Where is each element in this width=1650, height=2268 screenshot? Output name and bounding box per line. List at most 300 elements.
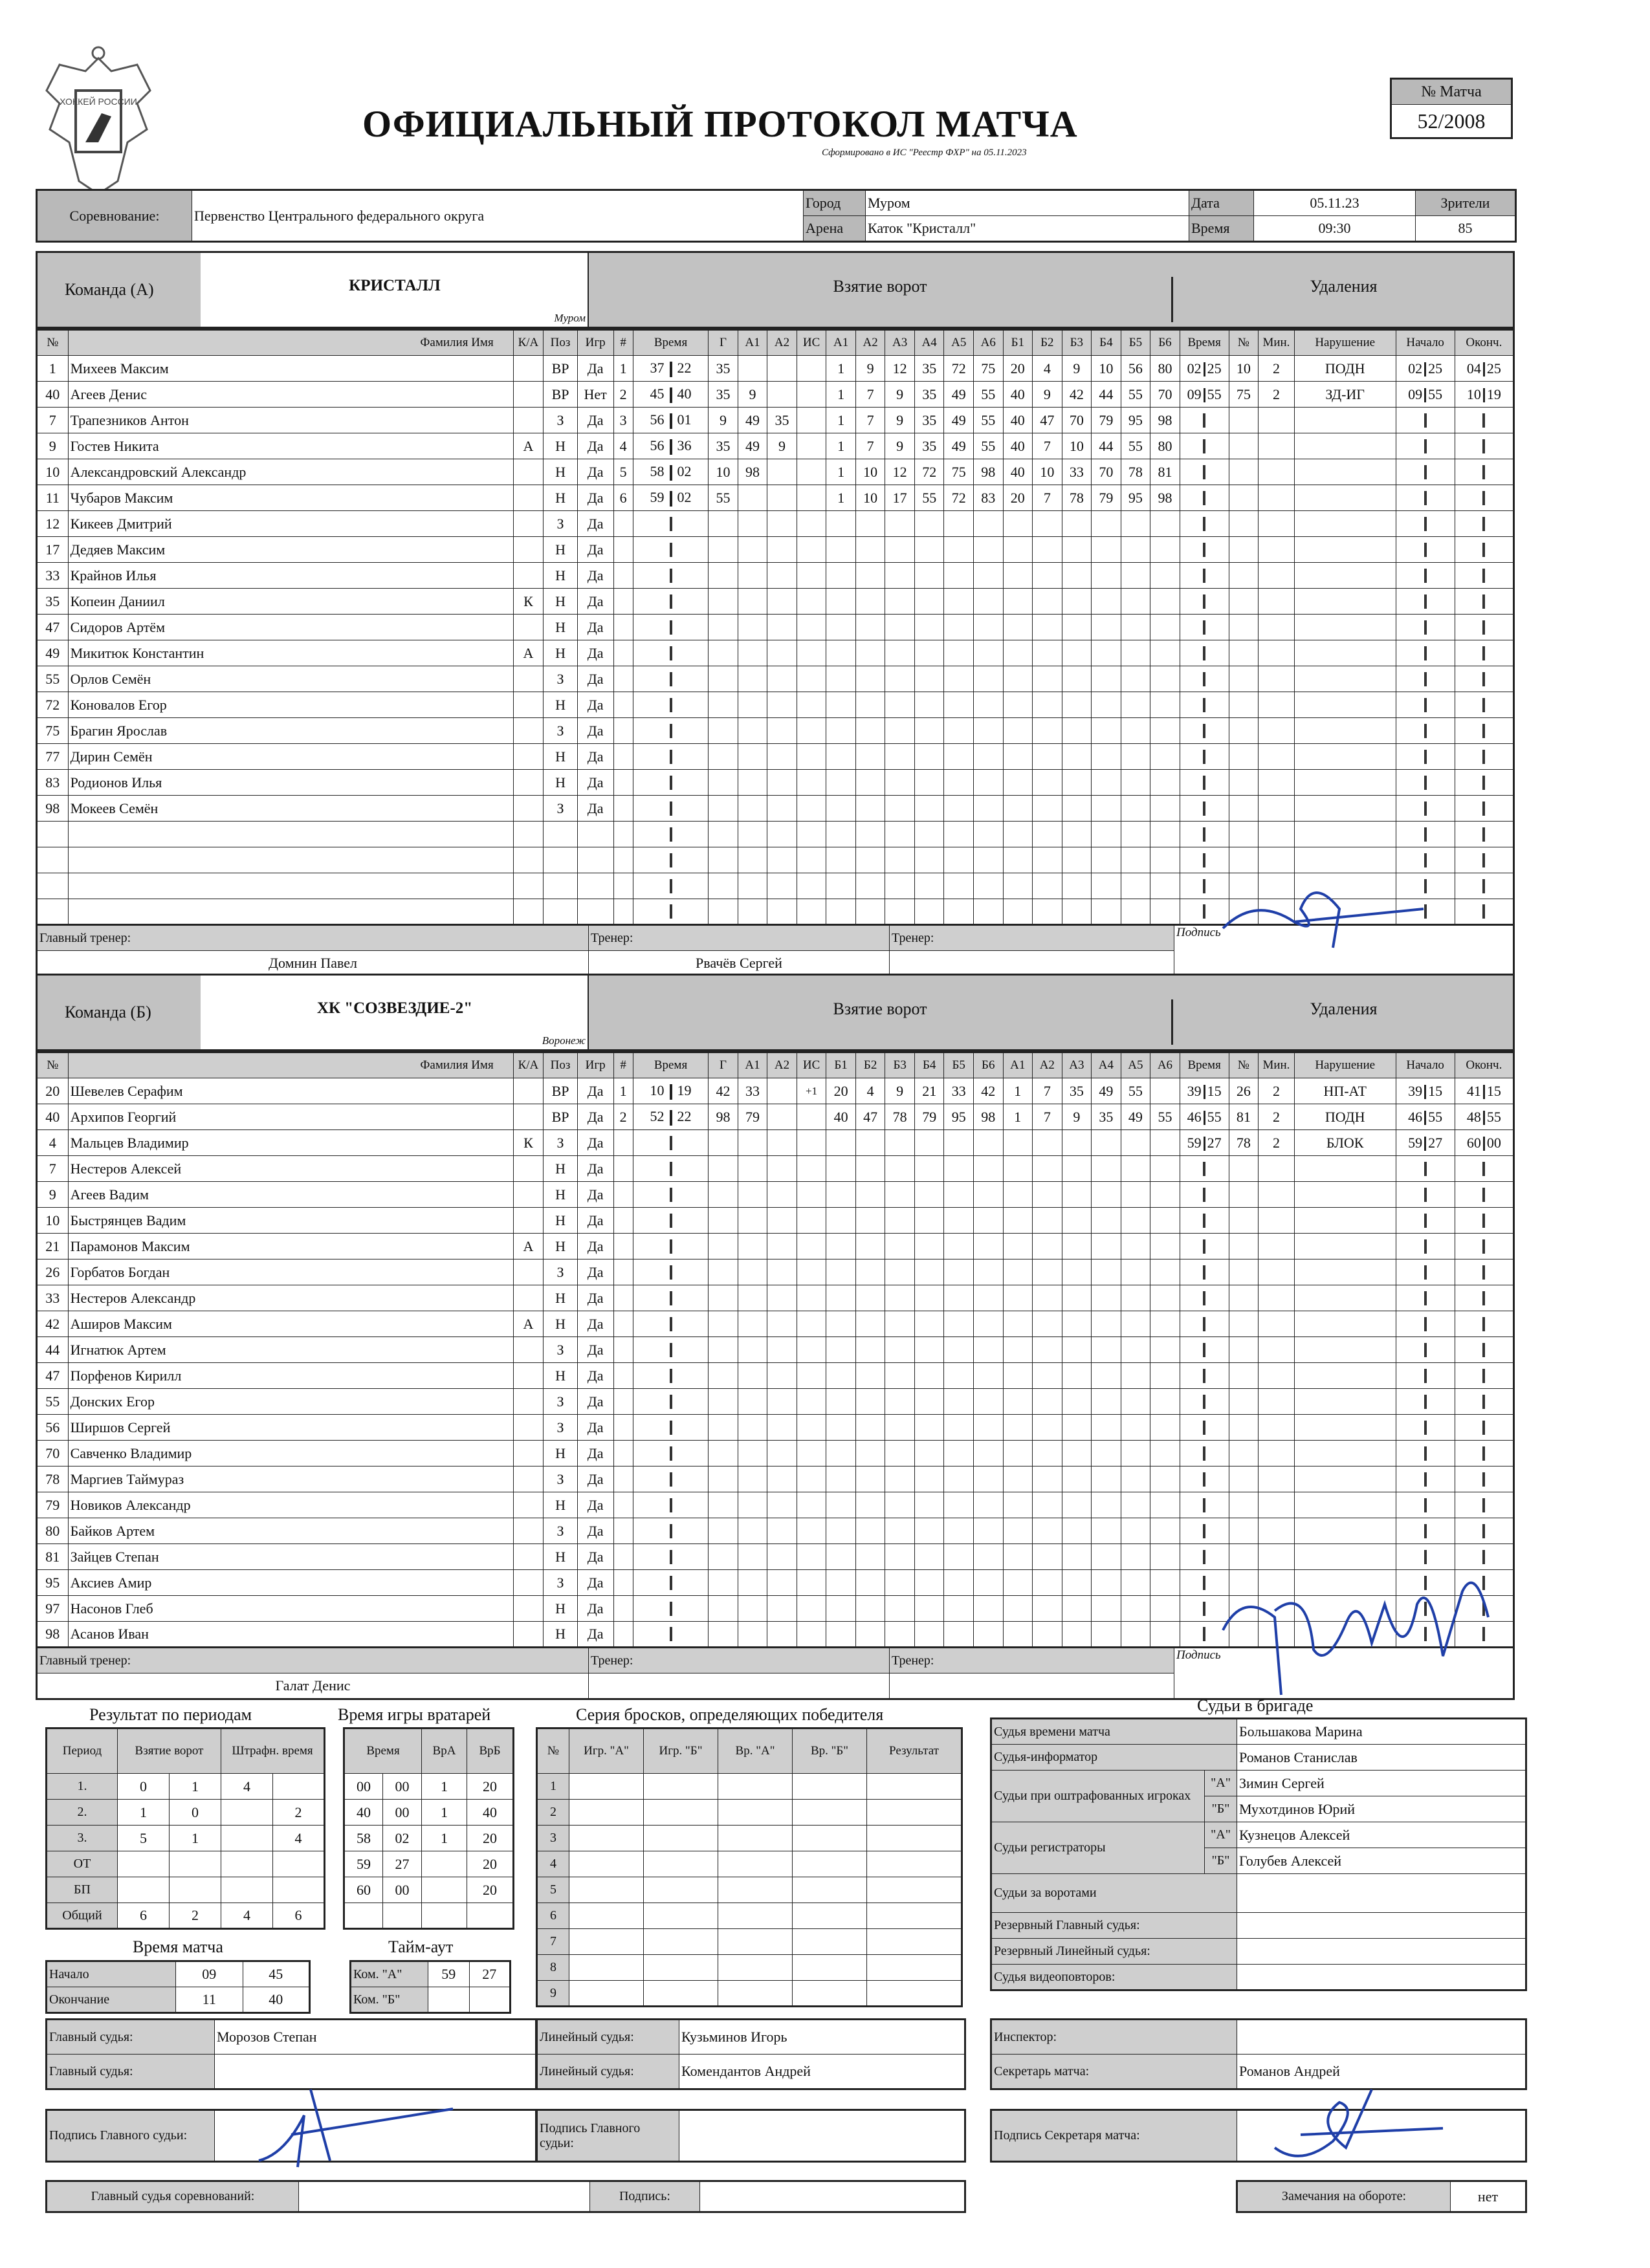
onice-player — [1150, 1182, 1180, 1208]
pen-start — [1396, 1389, 1455, 1415]
onice-player — [1092, 770, 1121, 796]
player-role — [513, 847, 544, 873]
col-onice-11: Б6 — [1150, 330, 1180, 356]
onice-player — [855, 1130, 885, 1156]
player-role — [513, 1156, 544, 1182]
main-ref-signature-label-2: Подпись Главного судьи: — [537, 2110, 679, 2162]
goal-field — [709, 692, 738, 718]
onice-player — [1062, 873, 1092, 899]
player-played: Да — [577, 666, 613, 692]
onice-player — [885, 1285, 915, 1311]
period-label: 3. — [47, 1826, 118, 1851]
onice-player — [855, 847, 885, 873]
player-role — [513, 615, 544, 640]
onice-player — [1092, 1467, 1121, 1492]
pen-time — [1180, 1234, 1229, 1259]
onice-player — [885, 847, 915, 873]
player-played: Да — [577, 1389, 613, 1415]
goal-field — [709, 1337, 738, 1363]
onice-player — [1003, 1518, 1033, 1544]
player-played: Да — [577, 1337, 613, 1363]
onice-player — [1003, 1492, 1033, 1518]
onice-player — [1033, 615, 1062, 640]
arena-label: Арена — [804, 216, 866, 242]
onice-player: 40 — [1003, 433, 1033, 459]
goal-field — [767, 1078, 797, 1104]
pen-sec: 15 — [1207, 1082, 1222, 1099]
onice-player: 42 — [1062, 382, 1092, 408]
onice-player — [1092, 718, 1121, 744]
onice-player — [1092, 537, 1121, 563]
ref-name: Кузнецов Алексей — [1237, 1822, 1526, 1848]
onice-player — [973, 1389, 1003, 1415]
main-ref-1: Морозов Степан — [215, 2020, 536, 2055]
goal-field — [738, 1622, 767, 1648]
pen-min: 59 — [1187, 1134, 1202, 1151]
player-number: 98 — [37, 796, 69, 822]
player-name: Быстрянцев Вадим — [68, 1208, 513, 1234]
onice-player — [973, 873, 1003, 899]
goal-field — [709, 1208, 738, 1234]
onice-player — [1062, 744, 1092, 770]
period-value: 2 — [273, 1800, 325, 1826]
shootout-cell — [718, 1877, 793, 1903]
goal-field — [797, 408, 826, 433]
onice-player — [1033, 1363, 1062, 1389]
svg-text:ХОККЕЙ РОССИИ: ХОККЕЙ РОССИИ — [60, 96, 137, 107]
pen-min: 39 — [1187, 1082, 1202, 1099]
onice-player: 80 — [1150, 356, 1180, 382]
onice-player — [885, 718, 915, 744]
onice-player — [826, 1285, 856, 1311]
onice-player — [855, 692, 885, 718]
player-played: Да — [577, 1104, 613, 1130]
onice-player — [914, 1518, 944, 1544]
goal-field — [738, 899, 767, 925]
goal-number — [613, 1441, 633, 1467]
player-position: ВР — [544, 1104, 578, 1130]
onice-player — [826, 1234, 856, 1259]
onice-player — [944, 1208, 974, 1234]
onice-player — [1033, 511, 1062, 537]
shootout-cell — [569, 1826, 644, 1851]
pen-time — [1180, 796, 1229, 822]
onice-player: 55 — [973, 408, 1003, 433]
goal-field — [797, 1208, 826, 1234]
onice-player — [1062, 589, 1092, 615]
pen-min: 09 — [1187, 386, 1202, 402]
player-played: Да — [577, 640, 613, 666]
player-role — [513, 408, 544, 433]
goal-field — [797, 1104, 826, 1130]
pen-minutes — [1259, 692, 1295, 718]
goal-number — [613, 692, 633, 718]
player-played: Да — [577, 1259, 613, 1285]
onice-player — [1062, 563, 1092, 589]
pen-time — [1180, 1518, 1229, 1544]
onice-player — [1003, 537, 1033, 563]
pen-time — [1180, 847, 1229, 873]
player-name: Асанов Иван — [68, 1622, 513, 1648]
referees-table — [990, 1717, 1527, 1991]
player-name: Родионов Илья — [68, 770, 513, 796]
pen-end — [1455, 1182, 1513, 1208]
goal-field: 79 — [738, 1104, 767, 1130]
player-role — [513, 1389, 544, 1415]
pen-player — [1229, 1441, 1259, 1467]
teamB-roster-table — [36, 1051, 1515, 1648]
player-number: 9 — [37, 1182, 69, 1208]
onice-player — [855, 1234, 885, 1259]
onice-player: 1 — [826, 356, 856, 382]
goal-time — [633, 718, 708, 744]
pen-end — [1455, 1311, 1513, 1337]
goal-field — [738, 1130, 767, 1156]
goal-min: 56 — [650, 437, 665, 454]
shootout-num: 5 — [537, 1877, 569, 1903]
goal-time — [633, 537, 708, 563]
col-pen-5: Оконч. — [1455, 330, 1513, 356]
gk-value: 40 — [344, 1800, 383, 1826]
goal-field — [797, 847, 826, 873]
onice-player — [973, 1363, 1003, 1389]
player-name: Нестеров Александр — [68, 1285, 513, 1311]
goal-field: 33 — [738, 1078, 767, 1104]
onice-player — [1062, 796, 1092, 822]
col-onice-1: А2 — [855, 330, 885, 356]
onice-player — [1062, 847, 1092, 873]
shootout-num: 6 — [537, 1903, 569, 1929]
pen-end — [1455, 485, 1513, 511]
onice-player — [1121, 1285, 1150, 1311]
pen-end — [1455, 1389, 1513, 1415]
goal-sec: 02 — [677, 489, 692, 506]
onice-player — [855, 1182, 885, 1208]
player-position — [544, 822, 578, 847]
onice-player: 83 — [973, 485, 1003, 511]
player-position: З — [544, 796, 578, 822]
spectators-label: Зрители — [1416, 190, 1516, 216]
goal-number: 3 — [613, 408, 633, 433]
goal-field — [709, 537, 738, 563]
goal-field — [797, 1337, 826, 1363]
onice-player — [1092, 1389, 1121, 1415]
goal-field: 49 — [738, 433, 767, 459]
onice-player — [914, 1311, 944, 1337]
col-pen-1: № — [1229, 1052, 1259, 1078]
player-name — [68, 899, 513, 925]
inspector — [1237, 2020, 1526, 2055]
onice-player — [1033, 1544, 1062, 1570]
goal-field — [709, 744, 738, 770]
onice-player — [1033, 563, 1062, 589]
onice-player — [1121, 1596, 1150, 1622]
onice-player — [826, 1337, 856, 1363]
onice-player — [1092, 899, 1121, 925]
player-role — [513, 1208, 544, 1234]
onice-player — [885, 563, 915, 589]
chief-ref-value — [299, 2181, 590, 2212]
onice-player — [855, 1363, 885, 1389]
goal-time — [633, 1518, 708, 1544]
onice-player — [1121, 744, 1150, 770]
onice-player — [1062, 1596, 1092, 1622]
fhr-emblem-logo — [40, 45, 157, 194]
gk-value: 00 — [383, 1877, 422, 1903]
start-hour: 09 — [176, 1961, 243, 1987]
onice-player — [1121, 718, 1150, 744]
player-role — [513, 718, 544, 744]
pen-infraction — [1294, 511, 1396, 537]
shootout-col: № — [537, 1728, 569, 1774]
player-position: Н — [544, 1596, 578, 1622]
col-no: № — [37, 330, 69, 356]
player-played — [577, 847, 613, 873]
gk-value: 1 — [422, 1800, 467, 1826]
goal-time — [633, 1078, 708, 1104]
onice-player — [1062, 511, 1092, 537]
teamB-goals-title: Взятие ворот — [833, 999, 927, 1018]
col-pen-1: № — [1229, 330, 1259, 356]
pen-minutes — [1259, 485, 1295, 511]
onice-player — [944, 692, 974, 718]
shootout-cell — [644, 1851, 718, 1877]
onice-player — [1150, 1596, 1180, 1622]
pen-infraction — [1294, 718, 1396, 744]
pen-end — [1455, 1259, 1513, 1285]
onice-player — [1062, 1182, 1092, 1208]
onice-player: 10 — [1092, 356, 1121, 382]
player-played: Да — [577, 459, 613, 485]
shootout-table — [536, 1727, 963, 2007]
teamA-city: Муром — [554, 312, 586, 324]
player-position: Н — [544, 1363, 578, 1389]
pen-infraction — [1294, 744, 1396, 770]
player-number: 26 — [37, 1259, 69, 1285]
pen-end — [1455, 1208, 1513, 1234]
player-role — [513, 796, 544, 822]
goal-number — [613, 1156, 633, 1182]
pen-player — [1229, 459, 1259, 485]
period-label: 1. — [47, 1774, 118, 1800]
player-position — [544, 847, 578, 873]
player-position: Н — [544, 1311, 578, 1337]
protocol-title: ОФИЦИАЛЬНЫЙ ПРОТОКОЛ МАТЧА — [362, 103, 1078, 145]
pen-infraction — [1294, 796, 1396, 822]
shootout-cell — [793, 1851, 867, 1877]
pen-end — [1455, 822, 1513, 847]
goal-field — [797, 1492, 826, 1518]
onice-player — [826, 796, 856, 822]
teamA-pen-title: Удаления — [1171, 277, 1514, 322]
goal-field — [797, 1596, 826, 1622]
pen-start — [1396, 744, 1455, 770]
onice-player — [1121, 1441, 1150, 1467]
pen-infraction — [1294, 1234, 1396, 1259]
pen-time — [1180, 1363, 1229, 1389]
pen-end — [1455, 382, 1513, 408]
onice-player — [1003, 1259, 1033, 1285]
player-name: Крайнов Илья — [68, 563, 513, 589]
onice-player — [973, 1337, 1003, 1363]
pen-minutes: 2 — [1259, 382, 1295, 408]
onice-player — [1092, 1130, 1121, 1156]
pen-infraction — [1294, 1208, 1396, 1234]
goal-field — [738, 822, 767, 847]
onice-player — [944, 796, 974, 822]
pen-start-sec: 55 — [1428, 386, 1443, 402]
teamB-pen-title: Удаления — [1171, 999, 1514, 1045]
generated-note: Сформировано в ИС "Реестр ФХР" на 05.11.2023 — [822, 147, 1027, 158]
col-onice-2: А3 — [885, 330, 915, 356]
pen-time — [1180, 1337, 1229, 1363]
onice-player: 95 — [944, 1104, 974, 1130]
pen-minutes: 2 — [1259, 1078, 1295, 1104]
period-value — [170, 1851, 221, 1877]
player-number: 11 — [37, 485, 69, 511]
pen-sec: 27 — [1207, 1134, 1222, 1151]
player-role — [513, 382, 544, 408]
player-played: Да — [577, 408, 613, 433]
player-played: Да — [577, 1518, 613, 1544]
pen-infraction — [1294, 770, 1396, 796]
pen-minutes — [1259, 1363, 1295, 1389]
player-position: Н — [544, 459, 578, 485]
ref-role: Судьи регистраторы — [991, 1822, 1205, 1874]
onice-player — [973, 1596, 1003, 1622]
onice-player — [855, 1622, 885, 1648]
onice-player — [1033, 692, 1062, 718]
onice-player: 49 — [1092, 1078, 1121, 1104]
onice-player — [1150, 718, 1180, 744]
pen-start — [1396, 1415, 1455, 1441]
onice-player — [1062, 718, 1092, 744]
goal-number — [613, 899, 633, 925]
player-played: Да — [577, 1441, 613, 1467]
pen-end — [1455, 770, 1513, 796]
player-number: 10 — [37, 1208, 69, 1234]
onice-player — [1062, 822, 1092, 847]
onice-player — [973, 1208, 1003, 1234]
goal-field — [738, 485, 767, 511]
ref-name — [1237, 1913, 1526, 1939]
player-number: 10 — [37, 459, 69, 485]
col-pen-0: Время — [1180, 330, 1229, 356]
goal-number — [613, 640, 633, 666]
onice-player — [1150, 563, 1180, 589]
player-position: З — [544, 511, 578, 537]
player-position: З — [544, 1415, 578, 1441]
player-name — [68, 873, 513, 899]
goal-field — [767, 1234, 797, 1259]
player-number: 9 — [37, 433, 69, 459]
pen-time — [1180, 1130, 1229, 1156]
goal-field — [738, 1311, 767, 1337]
goal-field — [738, 589, 767, 615]
onice-player — [1062, 666, 1092, 692]
onice-player — [914, 1182, 944, 1208]
ref-name — [1237, 1965, 1526, 1990]
shootout-cell — [793, 1929, 867, 1955]
goal-field — [709, 1311, 738, 1337]
onice-player — [944, 1285, 974, 1311]
onice-player — [1033, 1337, 1062, 1363]
period-label: 2. — [47, 1800, 118, 1826]
onice-player: 35 — [914, 408, 944, 433]
col-pen-5: Оконч. — [1455, 1052, 1513, 1078]
goal-field — [738, 1544, 767, 1570]
player-role — [513, 1415, 544, 1441]
goal-field — [767, 1363, 797, 1389]
onice-player — [1092, 847, 1121, 873]
player-position: Н — [544, 433, 578, 459]
player-position — [544, 899, 578, 925]
goal-number — [613, 1130, 633, 1156]
goal-number — [613, 1208, 633, 1234]
onice-player: 9 — [885, 382, 915, 408]
onice-player — [1092, 1596, 1121, 1622]
onice-player: 40 — [1003, 459, 1033, 485]
onice-player — [1033, 1182, 1062, 1208]
shootout-cell — [569, 1955, 644, 1981]
goal-number: 2 — [613, 1104, 633, 1130]
goal-field — [738, 511, 767, 537]
goal-field — [767, 822, 797, 847]
onice-player — [885, 744, 915, 770]
onice-player: 35 — [1092, 1104, 1121, 1130]
pen-player — [1229, 1311, 1259, 1337]
goal-min: 58 — [650, 463, 665, 480]
col-pen-0: Время — [1180, 1052, 1229, 1078]
timeout-a-min: 59 — [428, 1961, 470, 1987]
pen-start-sec: 15 — [1428, 1082, 1443, 1099]
pen-minutes — [1259, 1285, 1295, 1311]
goal-number — [613, 744, 633, 770]
onice-player: 95 — [1121, 485, 1150, 511]
match-time-title: Время матча — [133, 1937, 223, 1956]
coach2-label: Тренер: — [890, 1648, 1174, 1674]
onice-player — [855, 1415, 885, 1441]
goal-time — [633, 1622, 708, 1648]
shootout-num: 9 — [537, 1981, 569, 2007]
onice-player — [1003, 822, 1033, 847]
onice-player: 21 — [914, 1078, 944, 1104]
onice-player — [1033, 666, 1062, 692]
head-coach: Домнин Павел — [37, 951, 589, 977]
goal-field — [738, 1259, 767, 1285]
shootout-cell — [569, 1774, 644, 1800]
pen-minutes — [1259, 1415, 1295, 1441]
pen-minutes — [1259, 1389, 1295, 1415]
onice-player — [1121, 589, 1150, 615]
player-number: 17 — [37, 537, 69, 563]
pen-minutes — [1259, 666, 1295, 692]
col-goal-4: А2 — [767, 1052, 797, 1078]
player-number: 21 — [37, 1234, 69, 1259]
pen-minutes — [1259, 1492, 1295, 1518]
player-role — [513, 537, 544, 563]
onice-player: 47 — [1033, 408, 1062, 433]
onice-player — [914, 1389, 944, 1415]
onice-player — [1092, 1363, 1121, 1389]
onice-player — [1003, 615, 1033, 640]
onice-player — [914, 718, 944, 744]
onice-player: 40 — [1003, 408, 1033, 433]
onice-player — [914, 666, 944, 692]
pen-infraction — [1294, 1518, 1396, 1544]
goal-sec: 22 — [677, 1108, 692, 1125]
shootout-cell — [793, 1955, 867, 1981]
